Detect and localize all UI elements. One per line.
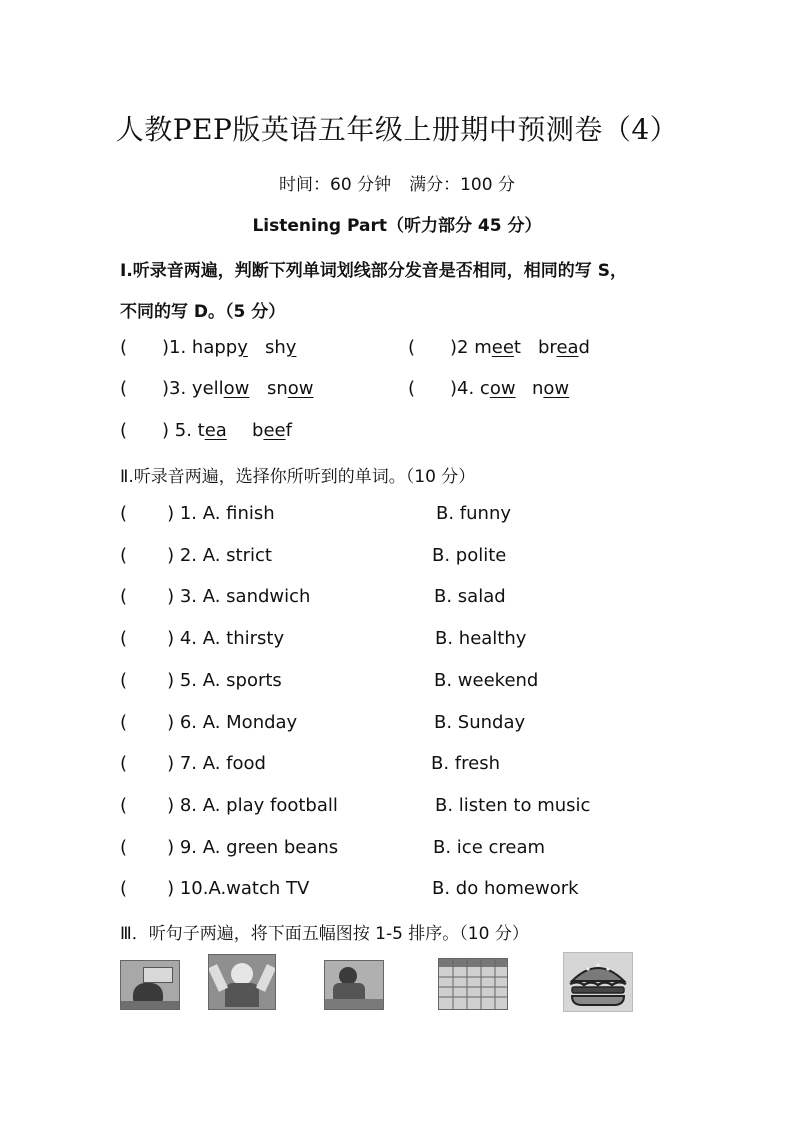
word-part: m [474,337,492,358]
timetable-grid [439,959,507,1009]
choice-item-b[interactable]: B. fresh [431,753,500,775]
watching-tv-picture [120,960,180,1010]
choice-item-a[interactable]: ( ) 9. A. green beans [120,836,339,858]
underlined-letters: ow [543,378,570,399]
answer-bracket[interactable]: ( [120,420,128,441]
word-part: t [513,337,521,358]
section1-heading-line1: Ⅰ.听录音两遍，判断下列单词划线部分发音是否相同，相同的写 S， [120,261,627,281]
answer-bracket[interactable]: ( [408,378,416,399]
choice-item-b[interactable]: B. polite [432,544,507,566]
choice-item-a[interactable]: ( ) 7. A. food [120,753,266,775]
choice-item-a[interactable]: ( ) 1. A. finish [120,503,275,524]
choice-item-a[interactable]: ( ) 6. A. Monday [120,711,298,733]
choice-item-a[interactable]: ( ) 3. A. sandwich [120,586,311,608]
pronunciation-word-2 [538,337,590,358]
person-at-desk-picture [324,960,384,1010]
word-part: f [285,420,292,441]
pronunciation-word-2 [532,378,569,399]
underlined-letters: ow [287,378,314,399]
choice-item-b[interactable]: B. do homework [432,878,579,900]
word-part: c [479,378,490,399]
section2-heading: Ⅱ.听录音两遍，选择你所听到的单词。（10 分） [120,467,476,487]
pronunciation-item [450,378,516,399]
underlined-letters: ea [556,337,579,358]
word-part: sh [265,337,286,358]
choice-item-a[interactable]: ( ) 2. A. strict [120,544,272,566]
choice-item-b[interactable]: B. ice cream [433,836,546,858]
pronunciation-word-2 [267,378,314,399]
word-part: happ [191,337,238,358]
choice-item-b[interactable]: B. salad [434,586,506,608]
underlined-letters: y [237,337,248,358]
word-part: t [197,420,205,441]
pronunciation-item [162,420,227,441]
underlined-letters: y [285,337,297,358]
answer-bracket[interactable]: ( [120,337,128,358]
underlined-letters: ow [489,378,516,399]
word-part: yell [191,378,224,399]
pronunciation-item [162,378,249,399]
answer-bracket[interactable]: ( [120,378,128,399]
listening-part-title: Listening Part（听力部分 45 分） [252,216,542,236]
word-part: n [532,378,544,399]
choice-item-a[interactable]: ( ) 5. A. sports [120,669,282,691]
underlined-letters: ee [491,337,514,358]
choice-item-b[interactable]: B. weekend [434,669,539,691]
choice-item-b[interactable]: B. funny [436,503,512,524]
item-number: )2 [450,337,475,358]
underlined-letters: ow [223,378,250,399]
underlined-letters: ee [263,420,286,441]
pronunciation-word-2 [265,337,296,358]
choice-item-a[interactable]: ( ) 10.A.watch TV [120,878,310,900]
item-number: ) 5. [162,420,198,441]
pronunciation-item [450,337,521,358]
exam-score: 满分：100 分 [409,175,515,195]
item-number: )1. [162,337,192,358]
word-part: br [538,337,557,358]
page-title: 人教PEP版英语五年级上册期中预测卷（4） [115,113,679,146]
choice-item-a[interactable]: ( ) 8. A. play football [120,794,338,816]
section3-pictures [0,952,794,1012]
choice-item-b[interactable]: B. healthy [435,628,527,650]
hamburger-icon [563,952,633,1012]
clown-picture [208,954,276,1010]
choice-item-b[interactable]: B. listen to music [435,794,591,816]
section1-heading-line2: 不同的写 D。（5 分） [120,302,286,322]
timetable-picture [438,958,508,1010]
pronunciation-item [162,337,248,358]
choice-item-a[interactable]: ( ) 4. A. thirsty [120,628,285,650]
answer-bracket[interactable]: ( [408,337,416,358]
item-number: )3. [162,378,192,399]
word-part: b [252,420,264,441]
exam-meta [0,170,794,195]
pronunciation-word-2 [252,420,292,441]
choice-item-b[interactable]: B. Sunday [434,711,526,733]
word-part: sn [267,378,288,399]
word-part: d [578,337,590,358]
underlined-letters: ea [204,420,227,441]
section3-heading: Ⅲ．听句子两遍，将下面五幅图按 1-5 排序。（10 分） [120,924,529,944]
exam-time: 时间：60 分钟 [279,175,392,195]
item-number: )4. [450,378,480,399]
